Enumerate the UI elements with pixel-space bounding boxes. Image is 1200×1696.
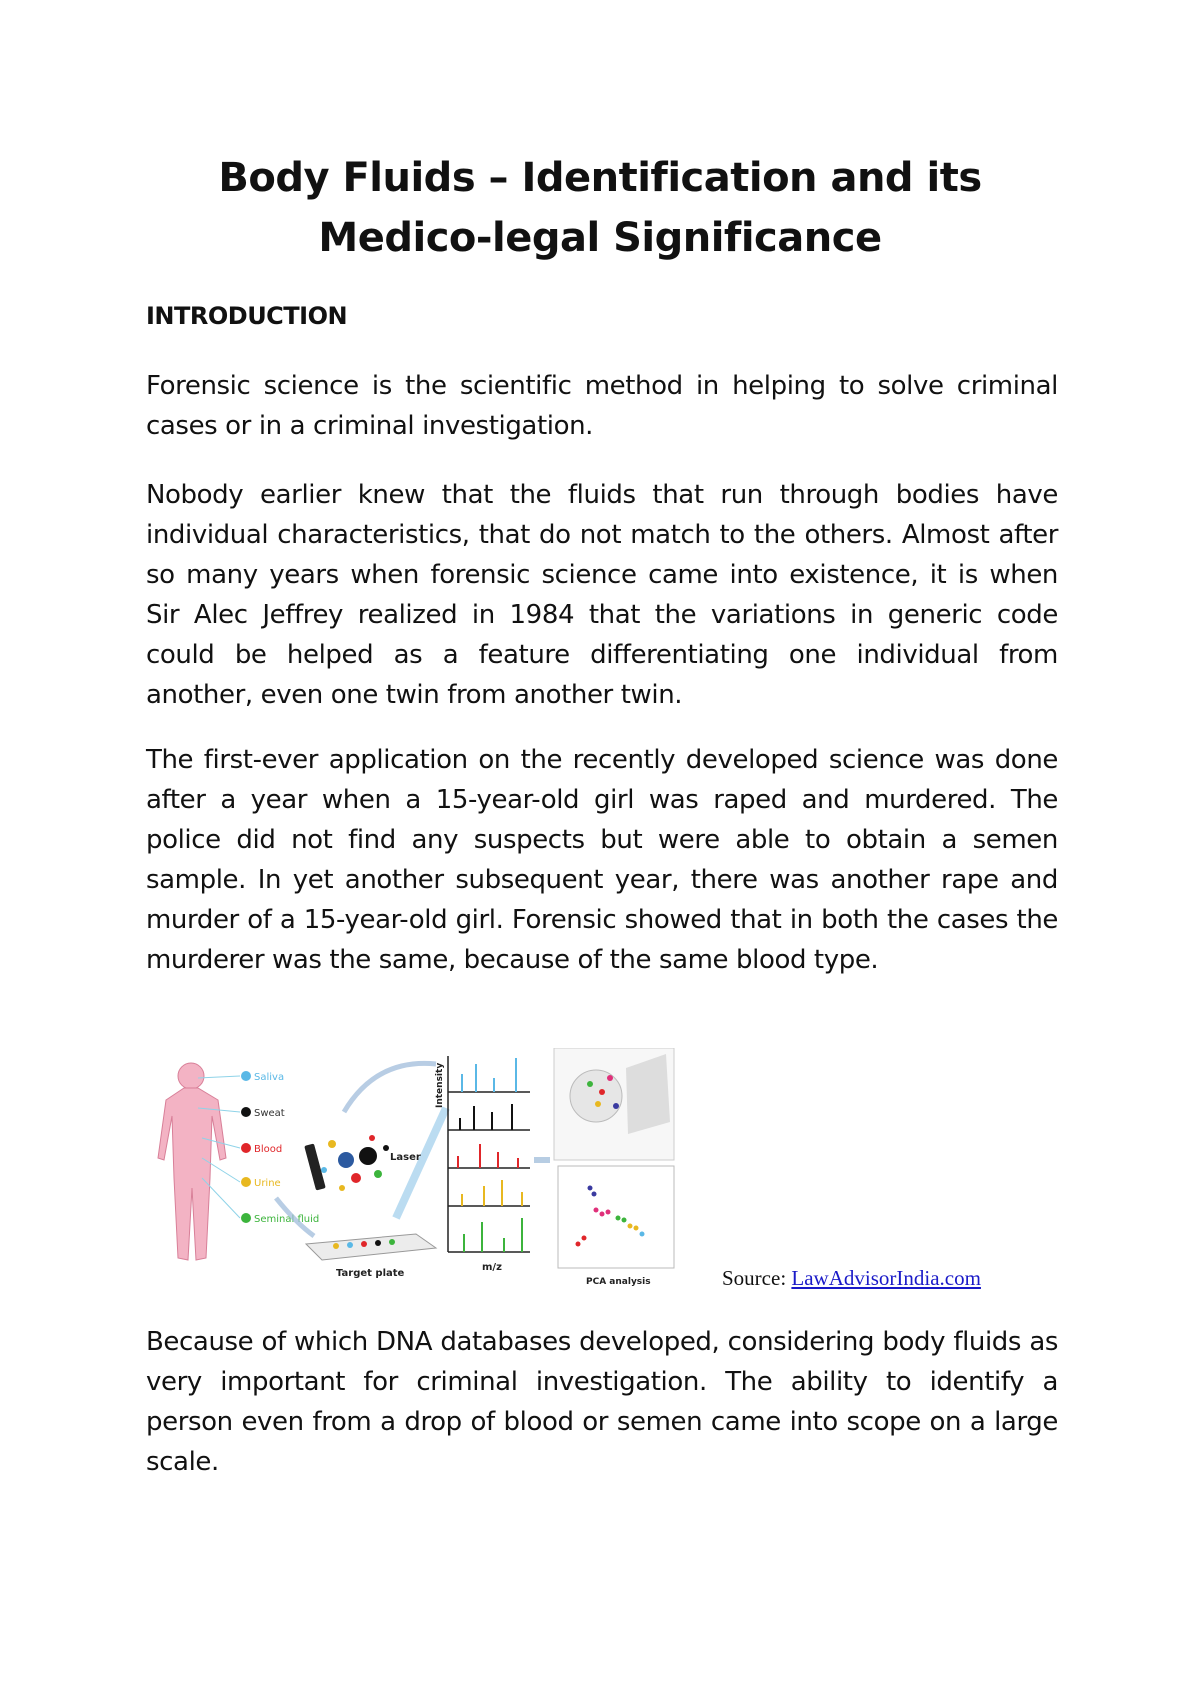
fluid-label-seminal: Seminal fluid (254, 1214, 320, 1225)
mz-axis-label: m/z (482, 1262, 502, 1273)
figure-source (722, 1266, 981, 1291)
particle-cluster (321, 1135, 389, 1191)
source-link[interactable]: LawAdvisorIndia.com (791, 1266, 981, 1290)
paragraph-2: Nobody earlier knew that the fluids that run through bodies have individual characteristics, that do not match to the others. Almost after so many years when forensic science came into existence, it is when Sir Alec Jeffrey realized in 1984 that the variations in generic code could be helped as a feature differentiating one individual from another, even one twin from another twin. (146, 480, 1058, 710)
document-title: Body Fluids – Identification and its Medico-legal Significance (218, 155, 982, 261)
fluid-label-blood: Blood (254, 1144, 283, 1155)
pca-analysis-label: PCA analysis (586, 1277, 651, 1287)
fluid-label-urine: Urine (254, 1178, 281, 1189)
source-prefix: Source: (722, 1266, 787, 1290)
section-heading: INTRODUCTION (146, 302, 348, 330)
target-plate-illustration (306, 1234, 436, 1279)
paragraph-3: The first-ever application on the recently developed science was done after a year when a 15-year-old girl was raped and murdered. The police did not find any suspects but were able to obtain a semen sample. In yet another subsequent year, there was another rape and murder of a 15-year-old girl. Forensic showed that in both the cases the murderer was the same, because of the same blood type. (146, 745, 1058, 975)
fluid-label-sweat: Sweat (254, 1108, 285, 1119)
blood-dot (241, 1143, 251, 1153)
intensity-axis-label: Intensity (435, 1062, 445, 1108)
laser-label: Laser (390, 1152, 421, 1163)
pca-panel (554, 1048, 674, 1287)
human-body-illustration (158, 1063, 226, 1260)
seminal-dot (241, 1213, 251, 1223)
fluid-label-saliva: Saliva (254, 1072, 285, 1083)
paragraph-1: Forensic science is the scientific method in helping to solve criminal cases or in a criminal investigation. (146, 371, 1058, 441)
sweat-dot (241, 1107, 251, 1117)
saliva-dot (241, 1071, 251, 1081)
body-fluids-figure (146, 1048, 726, 1288)
target-plate-label: Target plate (336, 1268, 405, 1279)
paragraph-4: Because of which DNA databases developed, considering body fluids as very important for criminal investigation. The ability to identify a person even from a drop of blood or semen came into scope on a large scale. (146, 1327, 1058, 1477)
mass-spectra-panel (435, 1056, 530, 1273)
urine-dot (241, 1177, 251, 1187)
